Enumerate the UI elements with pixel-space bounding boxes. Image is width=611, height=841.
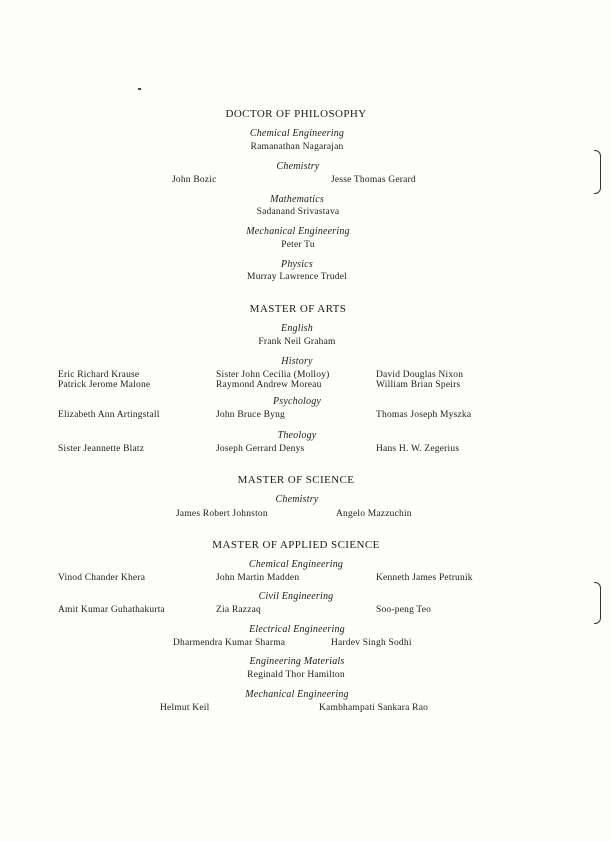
phd-name: Murray Lawrence Trudel: [247, 272, 347, 282]
masc-mech-eng-label: Mechanical Engineering: [245, 689, 349, 700]
msc-chemistry-label: Chemistry: [275, 494, 319, 505]
masc-civil-eng-label: Civil Engineering: [258, 591, 334, 602]
ma-name: Hans H. W. Zegerius: [376, 444, 460, 454]
phd-chemistry-label: Chemistry: [276, 161, 320, 172]
masc-name: Vinod Chander Khera: [58, 573, 146, 583]
ma-name: Thomas Joseph Myszka: [376, 410, 472, 420]
ma-name: Raymond Andrew Moreau: [216, 380, 322, 390]
binder-mark-bottom: [594, 582, 601, 624]
ma-name: Eric Richard Krause: [58, 370, 140, 380]
ma-name: Frank Neil Graham: [258, 337, 336, 347]
masc-name: Reginald Thor Hamilton: [247, 670, 345, 680]
phd-heading: DOCTOR OF PHILOSOPHY: [225, 108, 367, 120]
masc-chem-eng-label: Chemical Engineering: [248, 559, 344, 570]
phd-name: Peter Tu: [281, 240, 315, 250]
ma-name: Sister Jeannette Blatz: [58, 444, 145, 454]
msc-name: Angelo Mazzuchin: [336, 509, 412, 519]
phd-name: John Bozic: [172, 175, 217, 185]
masc-name: Dharmendra Kumar Sharma: [173, 638, 286, 648]
scan-speck: [138, 88, 141, 90]
masc-elec-eng-label: Electrical Engineering: [249, 624, 345, 635]
phd-name: Ramanathan Nagarajan: [250, 142, 344, 152]
masc-name: Kenneth James Petrunik: [376, 573, 473, 583]
msc-heading: MASTER OF SCIENCE: [237, 474, 355, 486]
masc-mat-eng-label: Engineering Materials: [249, 656, 345, 667]
phd-chem-eng-label: Chemical Engineering: [249, 128, 345, 139]
ma-name: David Douglas Nixon: [376, 370, 464, 380]
ma-history-label: History: [281, 356, 313, 367]
masc-name: Soo-peng Teo: [376, 605, 432, 615]
masc-name: Helmut Keil: [160, 703, 210, 713]
ma-name: Elizabeth Ann Artingstall: [58, 410, 160, 420]
masc-name: John Martin Madden: [216, 573, 300, 583]
ma-name: John Bruce Byng: [216, 410, 285, 420]
binder-mark-top: [594, 150, 601, 194]
ma-theology-label: Theology: [277, 430, 317, 441]
ma-name: Patrick Jerome Malone: [58, 380, 151, 390]
ma-name: Joseph Gerrard Denys: [216, 444, 305, 454]
masc-heading: MASTER OF APPLIED SCIENCE: [212, 539, 380, 551]
phd-name: Sadanand Srivastava: [256, 207, 340, 217]
masc-name: Amit Kumar Guhathakurta: [58, 605, 165, 615]
ma-heading: MASTER OF ARTS: [249, 303, 347, 315]
ma-psychology-label: Psychology: [272, 396, 322, 407]
phd-mech-eng-label: Mechanical Engineering: [246, 226, 350, 237]
ma-name: William Brian Speirs: [376, 380, 461, 390]
masc-name: Kambhampati Sankara Rao: [319, 703, 429, 713]
masc-name: Zia Razzaq: [216, 605, 261, 615]
ma-english-label: English: [281, 323, 313, 334]
phd-name: Jesse Thomas Gerard: [331, 175, 416, 185]
phd-physics-label: Physics: [281, 259, 313, 270]
phd-math-label: Mathematics: [270, 194, 324, 205]
ma-name: Sister John Cecilia (Molloy): [216, 370, 330, 380]
msc-name: James Robert Johnston: [176, 509, 268, 519]
masc-name: Hardev Singh Sodhi: [331, 638, 412, 648]
